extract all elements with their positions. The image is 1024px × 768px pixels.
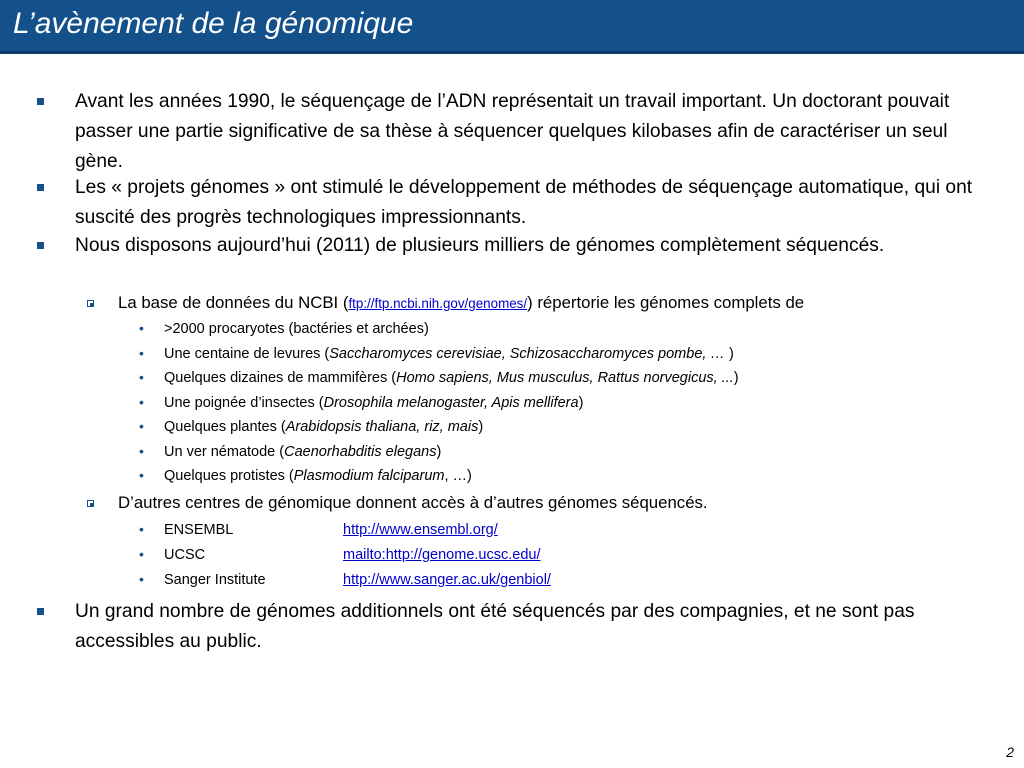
square-bullet-icon (37, 98, 44, 105)
center-link[interactable]: http://www.ensembl.org/ (343, 522, 498, 538)
bullet-text: Un grand nombre de génomes additionnels ont été séquencés par des compagnies, et ne sont pas accessibles au public. (75, 601, 915, 652)
organism-close: ) (724, 346, 734, 362)
bullet-text: Les « projets génomes » ont stimulé le développement de méthodes de séquençage automatique, qui ont suscité des progrès technologiques impressionnants. (75, 177, 973, 228)
organism-item (139, 368, 984, 388)
square-bullet-icon (37, 608, 44, 615)
dot-bullet-icon: • (139, 345, 144, 361)
ncbi-prefix: La base de données du NCBI ( (118, 293, 349, 312)
hollow-square-bullet-icon (87, 300, 94, 307)
slide-title: L’avènement de la génomique (13, 7, 414, 40)
center-link[interactable]: http://www.sanger.ac.uk/genbiol/ (343, 572, 551, 588)
organism-text: Une poignée d’insectes ( (164, 395, 324, 411)
organism-item (139, 442, 984, 462)
organism-close: ) (436, 444, 442, 460)
dot-bullet-icon: • (139, 571, 144, 587)
organism-item (139, 466, 984, 486)
dot-bullet-icon: • (139, 546, 144, 562)
title-rule (0, 51, 1024, 54)
ncbi-suffix: ) répertorie les génomes complets de (527, 293, 805, 312)
organism-species: Drosophila melanogaster, Apis mellifera (323, 395, 579, 411)
sub-bullet-ncbi (118, 292, 998, 315)
center-link[interactable]: mailto:http://genome.ucsc.edu/ (343, 547, 541, 563)
dot-bullet-icon: • (139, 521, 144, 537)
bullet-item (75, 231, 995, 261)
organism-species: Saccharomyces cerevisiae, Schizosaccharomyces pombe, … (329, 346, 725, 362)
ncbi-link[interactable]: ftp://ftp.ncbi.nih.gov/genomes/ (348, 296, 528, 311)
organism-item (139, 417, 984, 437)
organism-species: Arabidopsis thaliana, riz, mais (285, 419, 479, 435)
dot-bullet-icon: • (139, 369, 144, 385)
bullet-item (75, 173, 995, 233)
organism-text: Quelques plantes ( (164, 419, 286, 435)
center-name: ENSEMBL (164, 522, 234, 538)
center-item (139, 570, 984, 590)
dot-bullet-icon: • (139, 467, 144, 483)
center-name: UCSC (164, 547, 206, 563)
organism-text: Quelques protistes ( (164, 468, 294, 484)
organism-item (139, 393, 984, 413)
dot-bullet-icon: • (139, 443, 144, 459)
dot-bullet-icon: • (139, 418, 144, 434)
organism-text: Quelques dizaines de mammifères ( (164, 370, 397, 386)
bullet-text: Avant les années 1990, le séquençage de l’ADN représentait un travail important. Un doctorant pouvait passer une partie significative de sa thèse à séquencer quelques kilobases afin de caractériser un seul gène. (75, 91, 950, 172)
square-bullet-icon (37, 184, 44, 191)
sub-bullet-centers (118, 492, 998, 514)
organism-close: ) (578, 395, 584, 411)
dot-bullet-icon: • (139, 320, 144, 336)
organism-text: >2000 procaryotes (bactéries et archées) (164, 321, 429, 337)
center-name: Sanger Institute (164, 572, 266, 588)
dot-bullet-icon: • (139, 394, 144, 410)
organism-text: Une centaine de levures ( (164, 346, 330, 362)
organism-species: Homo sapiens, Mus musculus, Rattus norvegicus, ... (396, 370, 734, 386)
square-bullet-icon (37, 242, 44, 249)
title-bar (0, 0, 1024, 54)
center-item (139, 520, 984, 540)
hollow-square-bullet-icon (87, 500, 94, 507)
organism-item (139, 344, 984, 364)
organism-item (139, 319, 984, 339)
bullet-text: Nous disposons aujourd’hui (2011) de plusieurs milliers de génomes complètement séquencés. (75, 235, 885, 256)
centers-intro: D’autres centres de génomique donnent accès à d’autres génomes séquencés. (118, 493, 708, 512)
organism-close: , …) (444, 468, 472, 484)
center-item (139, 545, 984, 565)
bullet-item (75, 87, 995, 177)
organism-close: ) (733, 370, 739, 386)
bullet-item (75, 597, 995, 657)
organism-species: Plasmodium falciparum (293, 468, 445, 484)
organism-close: ) (478, 419, 484, 435)
organism-text: Un ver nématode ( (164, 444, 285, 460)
page-number: 2 (1006, 744, 1014, 760)
organism-species: Caenorhabditis elegans (284, 444, 437, 460)
